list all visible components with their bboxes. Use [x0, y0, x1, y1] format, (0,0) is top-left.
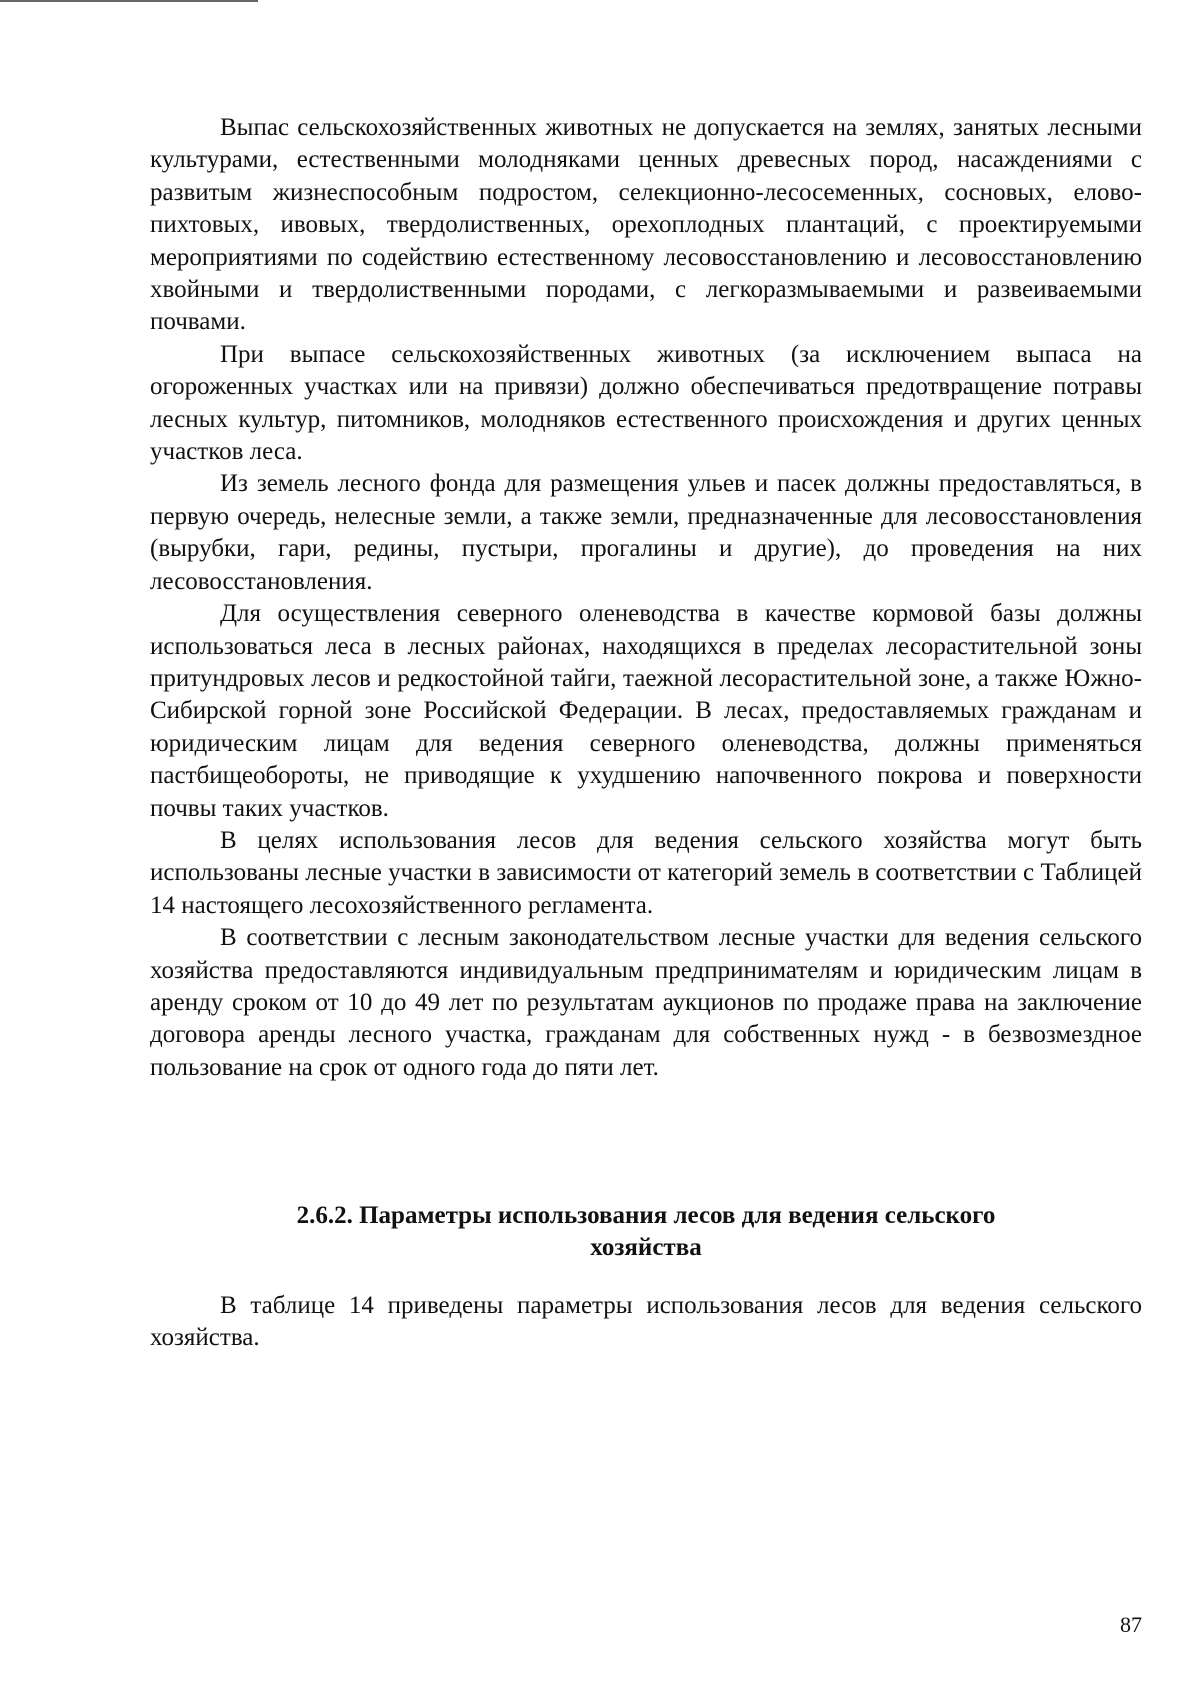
paragraph-reindeer-herding: Для осуществления северного оленеводства в качестве кормовой базы должны использоваться леса в лесных районах, находящихся в пределах лесорастительной зоны притундровых лесов и редкостойной тайги, таежной лесорастительной зоне, а также Южно-Сибирской горной зоне Российской Федерации. В лесах, предоставляемых гражданам и юридическим лицам для ведения северного оленеводства, должны применяться пастбищеобороты, не приводящие к ухудшению напочвенного покрова и поверхности почвы таких участков. — [150, 600, 1142, 822]
paragraph-grazing-protection: При выпасе сельскохозяйственных животных (за исключением выпаса на огороженных участках или на привязи) должно обеспечиваться предотвращение потравы лесных культур, питомников, молодняков естественного происхождения и других ценных участков леса. — [150, 340, 1142, 466]
paragraph-section-intro: В таблице 14 приведены параметры использования лесов для ведения сельского хозяйства. — [150, 1292, 1142, 1352]
section-heading-line-1: 2.6.2. Параметры использования лесов для ведения сельского — [296, 1202, 996, 1229]
top-rule-line — [0, 0, 258, 2]
paragraph-grazing: Выпас сельскохозяйственных животных не допускается на землях, занятых лесными культурами, естественными молодняками ценных древесных пород, насаждениями с развитым жизнеспособным подростом, селекционно-лесосеменных, сосновых, елово-пихтовых, ивовых, твердолиственных, орехоплодных плантаций, с проектируемыми мероприятиями по содействию естественному лесовосстановлению и лесовосстановлению хвойными и твердолиственными породами, с легкоразмываемыми и развеиваемыми почвами. — [150, 114, 1142, 336]
section-heading — [150, 1200, 1142, 1264]
body-text — [150, 112, 1142, 1084]
paragraph-table-reference: В целях использования лесов для ведения сельского хозяйства могут быть использованы лесные участки в зависимости от категорий земель в соответствии с Таблицей 14 настоящего лесохозяйственного регламента. — [150, 826, 1142, 919]
page-number: 87 — [1120, 1612, 1142, 1637]
paragraph-lease-terms: В соответствии с лесным законодательством лесные участки для ведения сельского хозяйства предоставляются индивидуальным предпринимателям и юридическим лицам в аренду сроком от 10 до 49 лет по результатам аукционов по продаже права на заключение договора аренды лесного участка, гражданам для собственных нужд - в безвозмездное пользование на срок от одного года до пяти лет. — [150, 924, 1142, 1081]
section-body — [150, 1290, 1142, 1355]
section-heading-line-2: хозяйства — [590, 1234, 702, 1261]
paragraph-apiary: Из земель лесного фонда для размещения ульев и пасек должны предоставляться, в первую очередь, нелесные земли, а также земли, предназначенные для лесовосстановления (вырубки, гари, редины, пустыри, прогалины и другие), до проведения на них лесовосстановления. — [150, 470, 1142, 595]
